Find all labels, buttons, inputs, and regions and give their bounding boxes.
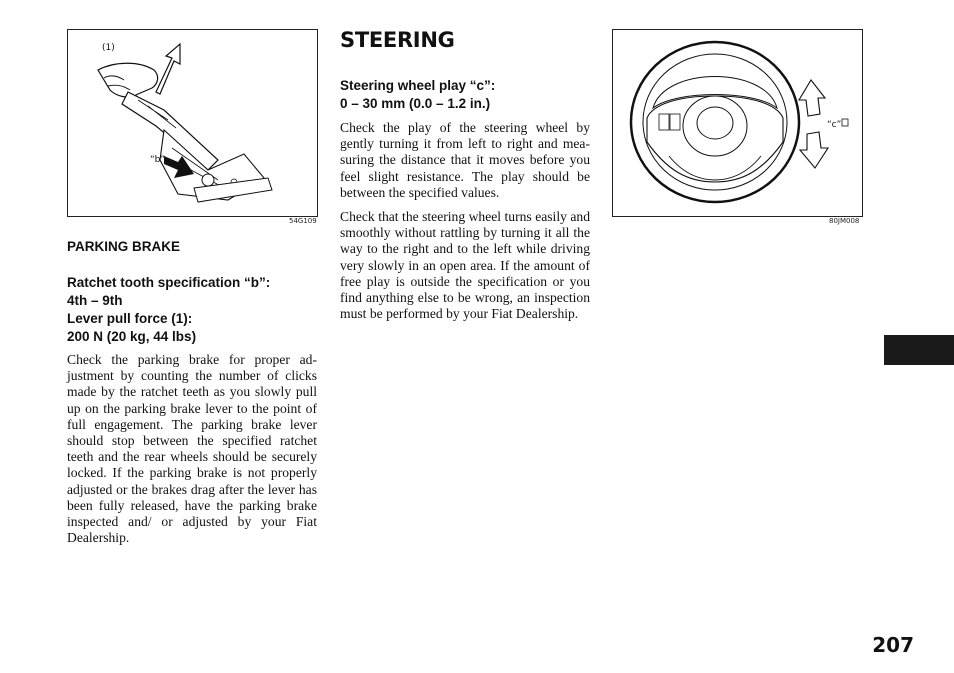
steering-heading: STEERING [340,28,455,52]
parking-brake-paragraph: Check the parking brake for proper adjustment by counting the number of clicks made by the ratchet teeth as you slowly pull up on the parking brake lever to the point of full engagement. The parking brake lever should stop between the specified ratchet teeth and the rear wheels should be securely locked. If the parking brake is not properly adjusted or the brakes drag after the lever has been fully released, have the parking brake inspected and/ or adjusted by your Fiat Dealership. [67,352,317,546]
ratchet-teeth-label: “b” [150,155,166,165]
parking-brake-figure [67,29,318,217]
section-tab-marker [884,335,954,365]
spec-line: 200 N (20 kg, 44 lbs) [67,329,197,344]
steering-wheel-illustration [613,30,862,216]
steering-paragraph-2: Check that the steering wheel turns easily and smoothly without rattling by turning it all the way to the right and to the left while driving very slowly in an open area. If the amount of free play is outside the specification or you find anything else to be wrong, an inspection must be performed by your Fiat Dealership. [340,209,590,322]
parking-brake-illustration [68,30,317,216]
lever-pull-label: (1) [102,43,115,53]
steering-wheel-figure [612,29,863,217]
page-number: 207 [872,633,914,657]
right-figure-code: 80JM008 [829,217,860,225]
spec-line: 0 – 30 mm (0.0 – 1.2 in.) [340,96,491,111]
parking-brake-body [67,352,317,546]
left-figure-code: 54G109 [289,217,317,225]
steering-specs [340,77,590,113]
spec-line: Ratchet tooth specification “b”: [67,275,271,290]
spec-line: 4th – 9th [67,293,123,308]
parking-brake-title: PARKING BRAKE [67,239,181,254]
spec-line: Steering wheel play “c”: [340,78,496,93]
steering-body-1 [340,120,590,201]
steering-body-2 [340,209,590,322]
play-label: “c” [827,120,842,130]
steering-paragraph-1: Check the play of the steering wheel by gently turning it from left to right and measuring the distance that it moves before you feel slight resistance. The play should be between the specified values. [340,120,590,200]
parking-brake-specs [67,274,317,346]
spec-line: Lever pull force (1): [67,311,193,326]
